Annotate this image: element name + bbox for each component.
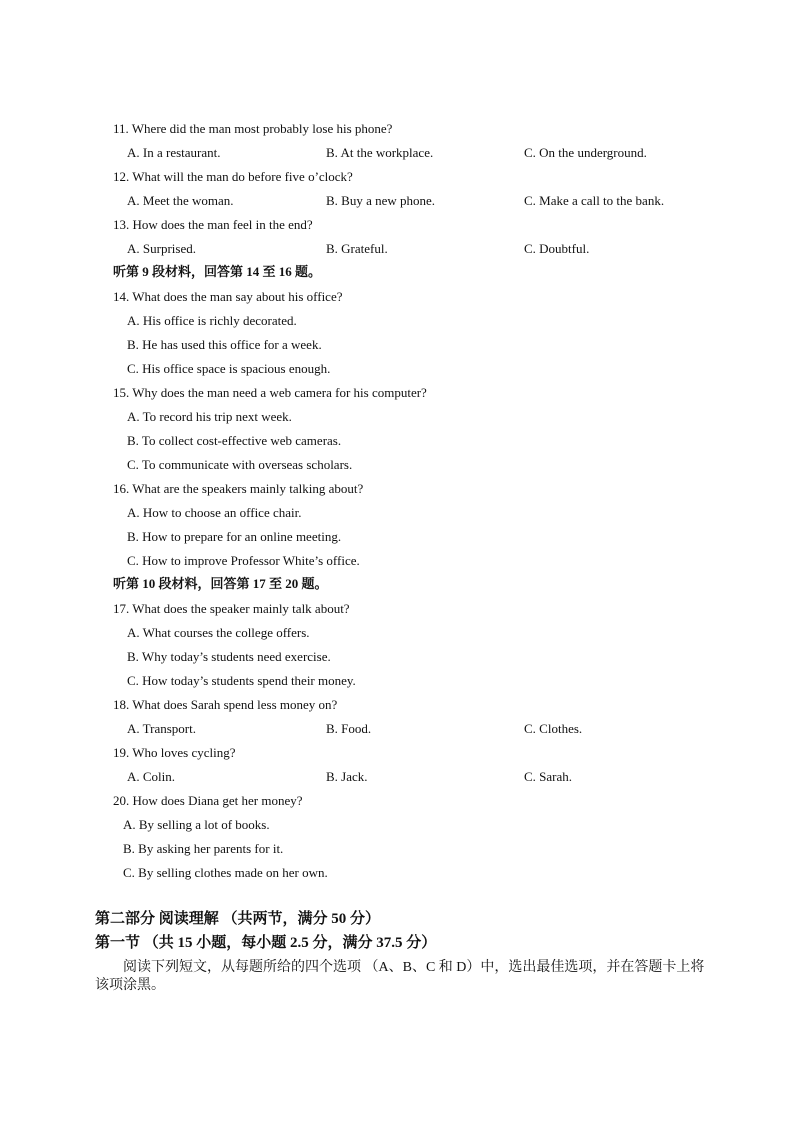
question-11-option-a: A. In a restaurant. [127,145,221,160]
question-20-option-b: B. By asking her parents for it. [123,841,284,856]
question-16-stem: 16. What are the speakers mainly talking about? [113,481,364,496]
question-19-option-b: B. Jack. [326,769,368,784]
question-20-option-c: C. By selling clothes made on her own. [123,865,328,880]
question-15-option-c: C. To communicate with overseas scholars. [127,457,353,472]
question-13-stem: 13. How does the man feel in the end? [113,217,313,232]
question-14-option-b: B. He has used this office for a week. [127,337,322,352]
question-15-option-b: B. To collect cost-effective web cameras. [127,433,342,448]
question-12-option-c: C. Make a call to the bank. [524,193,665,208]
question-14-option-c: C. His office space is spacious enough. [127,361,331,376]
question-12-option-a: A. Meet the woman. [127,193,234,208]
section-heading-material-10: 听第 10 段材料，回答第 17 至 20 题。 [113,576,328,591]
question-12-stem: 12. What will the man do before five o’clock? [113,169,353,184]
question-12-option-b: B. Buy a new phone. [326,193,436,208]
question-14-stem: 14. What does the man say about his office? [113,289,343,304]
question-13-option-b: B. Grateful. [326,241,388,256]
question-20-option-a: A. By selling a lot of books. [123,817,270,832]
question-18-option-b: B. Food. [326,721,372,736]
question-18-option-a: A. Transport. [127,721,196,736]
question-18-option-c: C. Clothes. [524,721,583,736]
question-19-option-a: A. Colin. [127,769,176,784]
question-15-option-a: A. To record his trip next week. [127,409,292,424]
question-11-option-c: C. On the underground. [524,145,647,160]
question-19-stem: 19. Who loves cycling? [113,745,236,760]
reading-instruction: 阅读下列短文，从每题所给的四个选项 （A、B、C 和 D）中，选出最佳选项，并在答题卡上将该项涂黑。 [95,960,705,993]
question-20-stem: 20. How does Diana get her money? [113,793,303,808]
part-two-title: 第二部分 阅读理解 （共两节，满分 50 分） [95,911,381,927]
question-14-option-a: A. His office is richly decorated. [127,313,297,328]
question-11-stem: 11. Where did the man most probably lose his phone? [113,121,393,136]
section-heading-material-9: 听第 9 段材料，回答第 14 至 16 题。 [113,264,322,279]
question-17-option-c: C. How today’s students spend their money. [127,673,356,688]
question-16-option-b: B. How to prepare for an online meeting. [127,529,342,544]
question-17-option-b: B. Why today’s students need exercise. [127,649,331,664]
question-13-option-c: C. Doubtful. [524,241,590,256]
section-one-title: 第一节 （共 15 小题，每小题 2.5 分，满分 37.5 分） [95,935,437,951]
question-17-option-a: A. What courses the college offers. [127,625,310,640]
question-11-option-b: B. At the workplace. [326,145,434,160]
question-16-option-a: A. How to choose an office chair. [127,505,302,520]
question-18-stem: 18. What does Sarah spend less money on? [113,697,338,712]
question-19-option-c: C. Sarah. [524,769,573,784]
question-17-stem: 17. What does the speaker mainly talk about? [113,601,350,616]
question-16-option-c: C. How to improve Professor White’s office. [127,553,360,568]
question-13-option-a: A. Surprised. [127,241,196,256]
question-15-stem: 15. Why does the man need a web camera for his computer? [113,385,427,400]
